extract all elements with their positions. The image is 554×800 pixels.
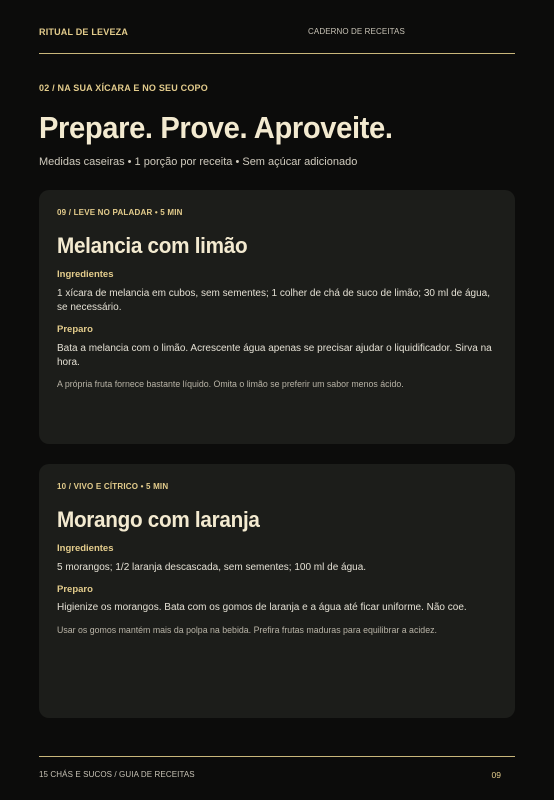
recipe-title: Morango com laranja (57, 507, 260, 532)
ingredients-text: 5 morangos; 1/2 laranja descascada, sem sementes; 100 ml de água. (57, 562, 367, 573)
section-kicker: 02 / NA SUA XÍCARA E NO SEU COPO (39, 83, 208, 93)
method-label: Preparo (57, 324, 93, 335)
ingredients-label: Ingredientes (57, 543, 114, 554)
page-header (39, 26, 515, 54)
brand-name: RITUAL DE LEVEZA (39, 27, 129, 37)
ingredients-text: 1 xícara de melancia em cubos, sem sementes; 1 colher de chá de suco de limão; 30 ml de água, se necessário. (57, 288, 491, 313)
recipe-kicker: 10 / VIVO E CÍTRICO • 5 MIN (57, 482, 169, 491)
footer-guide-title: 15 CHÁS E SUCOS / GUIA DE RECEITAS (39, 770, 195, 779)
recipe-title: Melancia com limão (57, 233, 248, 258)
method-text: Bata a melancia com o limão. Acrescente água apenas se precisar ajudar o liquidificador. Sirva na hora. (57, 343, 492, 368)
recipe-card-morango (39, 464, 515, 718)
page-subtitle: Medidas caseiras • 1 porção por receita • Sem açúcar adicionado (39, 156, 358, 168)
recipe-note: Usar os gomos mantém mais da polpa na bebida. Prefira frutas maduras para equilibrar a acidez. (57, 625, 437, 635)
method-label: Preparo (57, 584, 93, 595)
page-number: 09 (491, 770, 501, 780)
page-footer (39, 756, 515, 786)
page-title: Prepare. Prove. Aproveite. (39, 110, 393, 145)
ingredients-label: Ingredientes (57, 269, 114, 280)
document-type: CADERNO DE RECEITAS (308, 27, 405, 36)
recipe-kicker: 09 / LEVE NO PALADAR • 5 MIN (57, 208, 183, 217)
recipe-card-melancia (39, 190, 515, 444)
method-text: Higienize os morangos. Bata com os gomos de laranja e a água até ficar uniforme. Não coe. (57, 602, 467, 613)
recipe-note: A própria fruta fornece bastante líquido. Omita o limão se preferir um sabor menos ácido. (57, 379, 404, 389)
